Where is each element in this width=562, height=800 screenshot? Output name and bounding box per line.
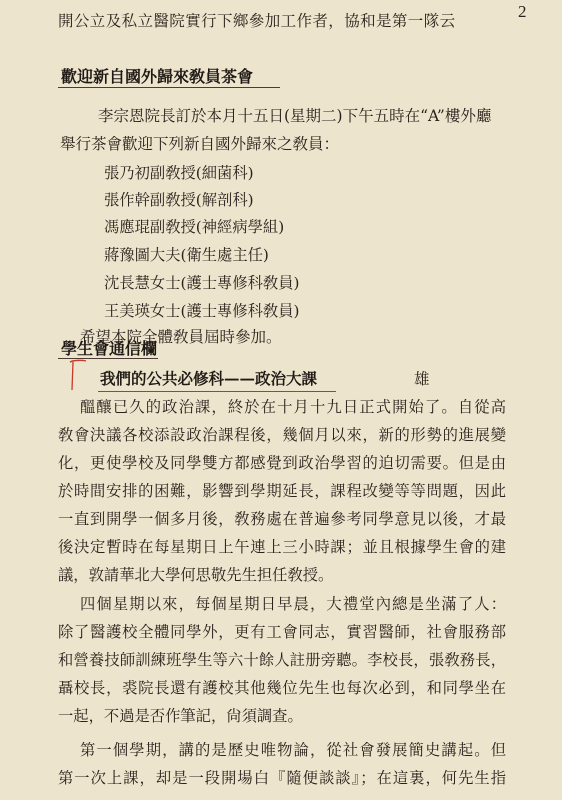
section-heading-welcome-tea: 歡迎新自國外歸來敎員茶會 — [61, 67, 254, 86]
red-pencil-mark — [64, 358, 100, 392]
faculty-list-item: 張作幹副敎授(解剖科) — [104, 191, 254, 209]
article-body-line: 聶校長，裘院長還有護校其他幾位先生也每次必到，和同學坐在 — [58, 679, 506, 697]
article-body-line: 一直到開學一個多月後，敎務處在普遍參考同學意見以後，才最 — [58, 510, 506, 528]
article-body-line: 醞釀已久的政治課，終於在十月十九日正式開始了。自從高 — [80, 398, 506, 416]
intro-line: 開公立及私立醫院實行下鄉參加工作者，協和是第一隊云 — [58, 12, 456, 30]
article-body-line: 第一個學期，講的是歷史唯物論，從社會發展簡史講起。但 — [80, 741, 506, 759]
article-body-line: 化，更使學校及同學雙方都感覺到政治學習的迫切需要。但是由 — [58, 454, 506, 472]
article-body-line: 除了醫護校全體同學外，更有工會同志，實習醫師，社會服務部 — [58, 623, 506, 641]
article-body-line: 敎會決議各校添設政治課程後，幾個月以來，新的形勢的進展變 — [58, 426, 506, 444]
faculty-list-item: 馮應琨副敎授(神經病學組) — [104, 218, 285, 236]
page-number: 2 — [518, 2, 527, 21]
article-body-line: 於時間安排的困難，影響到學期延長，課程改變等等問題，因此 — [58, 482, 506, 500]
article-body-line: 後決定暫時在每星期日上午連上三小時課；並且根據學生會的建 — [58, 538, 506, 556]
closing-line: 希望本院全體敎員屆時參加。 — [80, 328, 282, 346]
article-body-line: 議，敦請華北大學何思敬先生担任敎授。 — [58, 566, 334, 584]
article-body-line: 和營養技師訓練班學生等六十餘人註册旁聽。李校長，張敎務長， — [58, 651, 506, 669]
faculty-list-item: 沈長慧女士(護士專修科敎員) — [104, 274, 300, 292]
section-heading-student-union: 學生會通信欄 — [61, 339, 158, 358]
article-body-line: 第一次上課，却是一段開場白『隨便談談』；在這裏，何先生指 — [58, 769, 506, 787]
faculty-list-item: 張乃初副敎授(細菌科) — [104, 164, 254, 182]
announcement-line-1: 李宗恩院長訂於本月十五日(星期二)下午五時在“A”樓外廳 — [98, 107, 492, 125]
heading-underline — [58, 87, 280, 88]
article-body-line: 四個星期以來，每個星期日早晨，大禮堂內總是坐滿了人： — [80, 595, 506, 613]
article-author: 雄 — [414, 370, 430, 388]
article-title: 我們的公共必修科——政治大課 — [100, 369, 318, 388]
faculty-list-item: 王美瑛女士(護士專修科敎員) — [104, 302, 300, 320]
faculty-list-item: 蔣豫圖大夫(衛生處主任) — [104, 246, 269, 264]
announcement-line-2: 舉行茶會歡迎下列新自國外歸來之敎員： — [60, 135, 340, 153]
article-body-line: 一起，不過是否作筆記，尙須調查。 — [58, 707, 303, 725]
title-underline — [98, 391, 336, 392]
